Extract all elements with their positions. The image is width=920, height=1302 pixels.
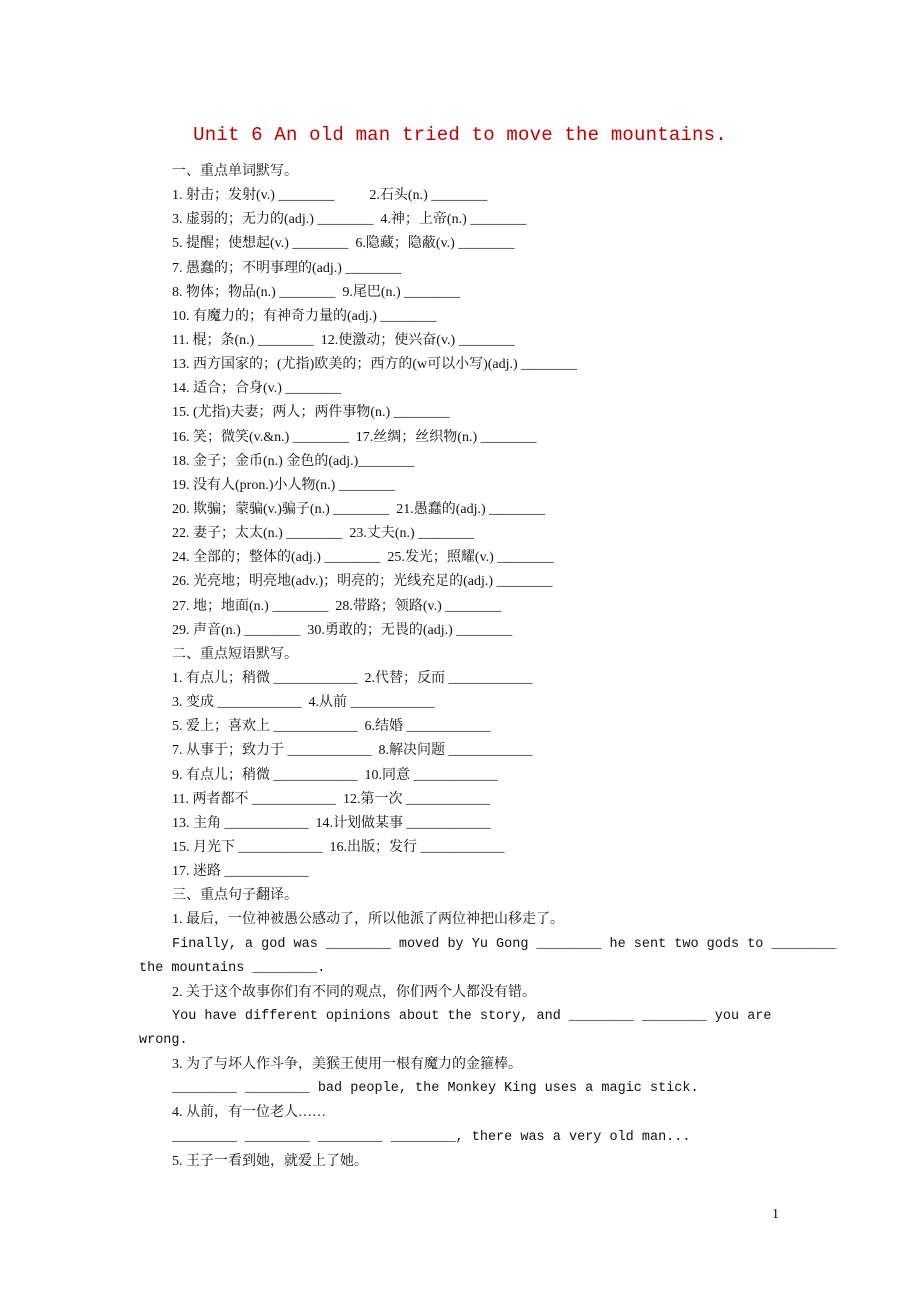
text-line: 13. 主角 ____________ 14.计划做某事 ____________ [172,815,491,831]
text-line: 2. 关于这个故事你们有不同的观点，你们两个人都没有错。 [172,984,536,1000]
text-line: 7. 从事于；致力于 ____________ 8.解决问题 ____________ [172,743,533,759]
page-number: 1 [772,1207,779,1222]
text-line: 一、重点单词默写。 [172,164,298,179]
text-line: 1. 射击；发射(v.) ________ 2.石头(n.) ________ [172,188,488,204]
text-line: 29. 声音(n.) ________ 30.勇敢的；无畏的(adj.) ________ [172,622,513,638]
text-line: 8. 物体；物品(n.) ________ 9.尾巴(n.) ________ [172,284,461,300]
document-body [139,160,839,1174]
text-line: 22. 妻子；太太(n.) ________ 23.丈夫(n.) ________ [172,526,475,542]
text-line: Finally, a god was ________ moved by Yu Gong ________ he sent two gods to ________ [172,936,837,952]
text-line: 17. 迷路 ____________ [172,864,309,880]
text-line: ________ ________ ________ ________, there was a very old man... [172,1129,691,1145]
document-title: Unit 6 An old man tried to move the mountains. [193,124,727,146]
text-line: 二、重点短语默写。 [172,646,298,662]
text-line: 4. 从前，有一位老人…… [172,1105,326,1121]
text-line: 5. 王子一看到她，就爱上了她。 [172,1153,368,1169]
text-line: the mountains ________. [139,960,326,976]
text-line: 15. (尤指)夫妻；两人；两件事物(n.) ________ [172,405,450,421]
text-line: 5. 爱上；喜欢上 ____________ 6.结婚 ____________ [172,719,491,735]
text-line: 11. 两者都不 ____________ 12.第一次 ____________ [172,791,490,807]
text-line: 26. 光亮地；明亮地(adv.)；明亮的；光线充足的(adj.) ________ [172,574,553,590]
text-line: 7. 愚蠢的；不明事理的(adj.) ________ [172,260,402,276]
text-line: 1. 有点儿；稍微 ____________ 2.代替；反而 ____________ [172,670,533,686]
text-line: ________ ________ bad people, the Monkey King uses a magic stick. [172,1081,699,1097]
text-line: 13. 西方国家的；(尤指)欧美的；西方的(w可以小写)(adj.) ________ [172,357,578,373]
text-line: 18. 金子；金币(n.) 金色的(adj.)________ [172,453,415,469]
text-line: 5. 提醒；使想起(v.) ________ 6.隐藏；隐蔽(v.) ________ [172,236,515,252]
text-line: You have different opinions about the story, and ________ ________ you are [172,1008,772,1024]
text-line: 9. 有点儿；稍微 ____________ 10.同意 ____________ [172,767,498,783]
text-line: 三、重点句子翻译。 [172,888,298,904]
text-line: 19. 没有人(pron.)小人物(n.) ________ [172,477,395,493]
text-line: 11. 棍；条(n.) ________ 12.使激动；使兴奋(v.) ________ [172,332,515,348]
text-line: 14. 适合；合身(v.) ________ [172,381,342,397]
text-line: 20. 欺骗；蒙骗(v.)骗子(n.) ________ 21.愚蠢的(adj.) ________ [172,501,546,517]
text-line: 3. 为了与坏人作斗争，美猴王使用一根有魔力的金箍棒。 [172,1057,522,1073]
text-line: 24. 全部的；整体的(adj.) ________ 25.发光；照耀(v.) ________ [172,550,554,566]
text-line: 15. 月光下 ____________ 16.出版；发行 ____________ [172,839,505,855]
text-line: 10. 有魔力的；有神奇力量的(adj.) ________ [172,308,437,324]
text-line: wrong. [139,1033,188,1049]
text-line: 3. 变成 ____________ 4.从前 ____________ [172,695,435,711]
text-line: 16. 笑；微笑(v.&n.) ________ 17.丝绸；丝织物(n.) ________ [172,429,537,445]
text-line: 27. 地；地面(n.) ________ 28.带路；领路(v.) ________ [172,598,502,614]
text-line: 1. 最后，一位神被愚公感动了，所以他派了两位神把山移走了。 [172,912,564,928]
text-line: 3. 虚弱的；无力的(adj.) ________ 4.神；上帝(n.) ________ [172,212,527,228]
